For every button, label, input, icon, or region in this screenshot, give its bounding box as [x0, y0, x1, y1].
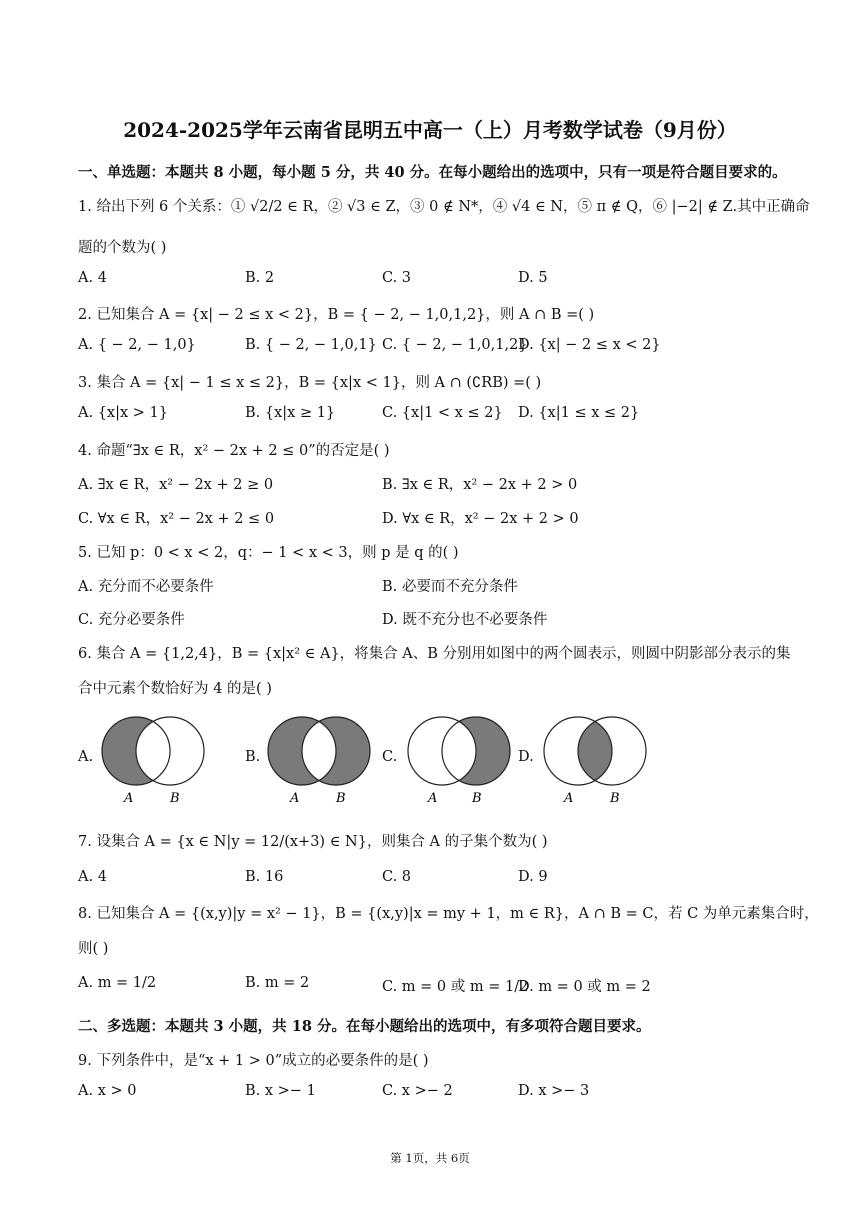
venn-d-label-b: B — [610, 791, 620, 806]
venn-c-label-b: B — [472, 791, 482, 806]
q4-option-d[interactable]: D. ∀x ∈ R，x² − 2x + 2 > 0 — [382, 511, 579, 527]
q8-option-a[interactable]: A. m = 1/2 — [78, 975, 157, 991]
question-9-text: 9. 下列条件中，是“x + 1 > 0”成立的必要条件的是( ) — [78, 1053, 429, 1069]
question-6-text: 6. 集合 A = {1,2,4}，B = {x|x² ∈ A}，将集合 A、B 分别用如图中的两个圆表示，则圆中阴影部分表示的集 — [78, 646, 791, 662]
page-footer: 第 1页，共 6页 — [390, 1151, 470, 1165]
venn-d-label-a: A — [564, 791, 574, 806]
question-6-text-cont: 合中元素个数恰好为 4 的是( ) — [78, 681, 272, 697]
q1-option-a[interactable]: A. 4 — [78, 270, 107, 286]
venn-diagram-d — [536, 708, 656, 808]
question-4-text: 4. 命题“∃x ∈ R，x² − 2x + 2 ≤ 0”的否定是( ) — [78, 443, 390, 459]
q6-option-b[interactable]: B. — [245, 749, 261, 765]
q8-option-d[interactable]: D. m = 0 或 m = 2 — [518, 979, 651, 995]
q7-option-a[interactable]: A. 4 — [78, 869, 107, 885]
q5-option-a[interactable]: A. 充分而不必要条件 — [78, 579, 214, 595]
q3-option-d[interactable]: D. {x|1 ≤ x ≤ 2} — [518, 405, 640, 421]
q9-option-a[interactable]: A. x > 0 — [78, 1083, 137, 1099]
q5-option-b[interactable]: B. 必要而不充分条件 — [382, 579, 518, 595]
q1-option-b[interactable]: B. 2 — [245, 270, 275, 286]
venn-diagram-b — [262, 708, 382, 808]
venn-diagram-c — [398, 708, 518, 808]
q9-option-b[interactable]: B. x >− 1 — [245, 1083, 316, 1099]
q2-option-b[interactable]: B. { − 2, − 1,0,1} — [245, 337, 377, 353]
q6-option-d[interactable]: D. — [518, 749, 534, 765]
venn-a-label-a: A — [124, 791, 134, 806]
q5-option-c[interactable]: C. 充分必要条件 — [78, 612, 185, 628]
venn-b-label-b: B — [336, 791, 346, 806]
page-title: 2024-2025学年云南省昆明五中高一（上）月考数学试卷（9月份） — [123, 118, 737, 142]
q3-option-a[interactable]: A. {x|x > 1} — [78, 405, 168, 421]
q3-option-c[interactable]: C. {x|1 < x ≤ 2} — [382, 405, 503, 421]
q1-option-c[interactable]: C. 3 — [382, 270, 412, 286]
question-1-text-cont: 题的个数为( ) — [78, 240, 167, 256]
q4-option-b[interactable]: B. ∃x ∈ R，x² − 2x + 2 > 0 — [382, 477, 578, 493]
question-5-text: 5. 已知 p：0 < x < 2，q：− 1 < x < 3，则 p 是 q 的( ) — [78, 545, 459, 561]
question-1-text: 1. 给出下列 6 个关系：① √2/2 ∈ R，② √3 ∈ Z，③ 0 ∉ N*，④ √4 ∈ N，⑤ π ∉ Q，⑥ |−2| ∉ Z.其中正确命 — [78, 199, 810, 215]
q7-option-d[interactable]: D. 9 — [518, 869, 548, 885]
q9-option-c[interactable]: C. x >− 2 — [382, 1083, 453, 1099]
q9-option-d[interactable]: D. x >− 3 — [518, 1083, 590, 1099]
q8-option-b[interactable]: B. m = 2 — [245, 975, 310, 991]
venn-diagram-a — [94, 708, 214, 808]
q6-option-a[interactable]: A. — [78, 749, 94, 765]
venn-c-label-a: A — [428, 791, 438, 806]
q2-option-d[interactable]: D. {x| − 2 ≤ x < 2} — [518, 337, 661, 353]
q7-option-c[interactable]: C. 8 — [382, 869, 412, 885]
question-8-text: 8. 已知集合 A = {(x,y)|y = x² − 1}，B = {(x,y)|x = my + 1，m ∈ R}，A ∩ B = C，若 C 为单元素集合时， — [78, 906, 819, 922]
q7-option-b[interactable]: B. 16 — [245, 869, 284, 885]
q6-option-c[interactable]: C. — [382, 749, 398, 765]
question-7-text: 7. 设集合 A = {x ∈ N|y = 12/(x+3) ∈ N}，则集合 A 的子集个数为( ) — [78, 834, 548, 850]
section-heading-multi-choice: 二、多选题：本题共 3 小题，共 18 分。在每小题给出的选项中，有多项符合题目要求。 — [78, 1018, 651, 1035]
q5-option-d[interactable]: D. 既不充分也不必要条件 — [382, 612, 548, 628]
venn-a-label-b: B — [170, 791, 180, 806]
q8-option-c[interactable]: C. m = 0 或 m = 1/2 — [382, 979, 529, 995]
question-8-text-cont: 则( ) — [78, 941, 109, 957]
question-3-text: 3. 集合 A = {x| − 1 ≤ x ≤ 2}，B = {x|x < 1}，则 A ∩ (∁RB) =( ) — [78, 375, 542, 391]
q1-option-d[interactable]: D. 5 — [518, 270, 548, 286]
q2-option-a[interactable]: A. { − 2, − 1,0} — [78, 337, 196, 353]
question-2-text: 2. 已知集合 A = {x| − 2 ≤ x < 2}，B = { − 2, − 1,0,1,2}，则 A ∩ B =( ) — [78, 307, 595, 323]
q4-option-a[interactable]: A. ∃x ∈ R，x² − 2x + 2 ≥ 0 — [78, 477, 274, 493]
q3-option-b[interactable]: B. {x|x ≥ 1} — [245, 405, 336, 421]
q2-option-c[interactable]: C. { − 2, − 1,0,1,2} — [382, 337, 528, 353]
q4-option-c[interactable]: C. ∀x ∈ R，x² − 2x + 2 ≤ 0 — [78, 511, 275, 527]
section-heading-single-choice: 一、单选题：本题共 8 小题，每小题 5 分，共 40 分。在每小题给出的选项中，只有一项是符合题目要求的。 — [78, 164, 787, 181]
venn-b-label-a: A — [290, 791, 300, 806]
